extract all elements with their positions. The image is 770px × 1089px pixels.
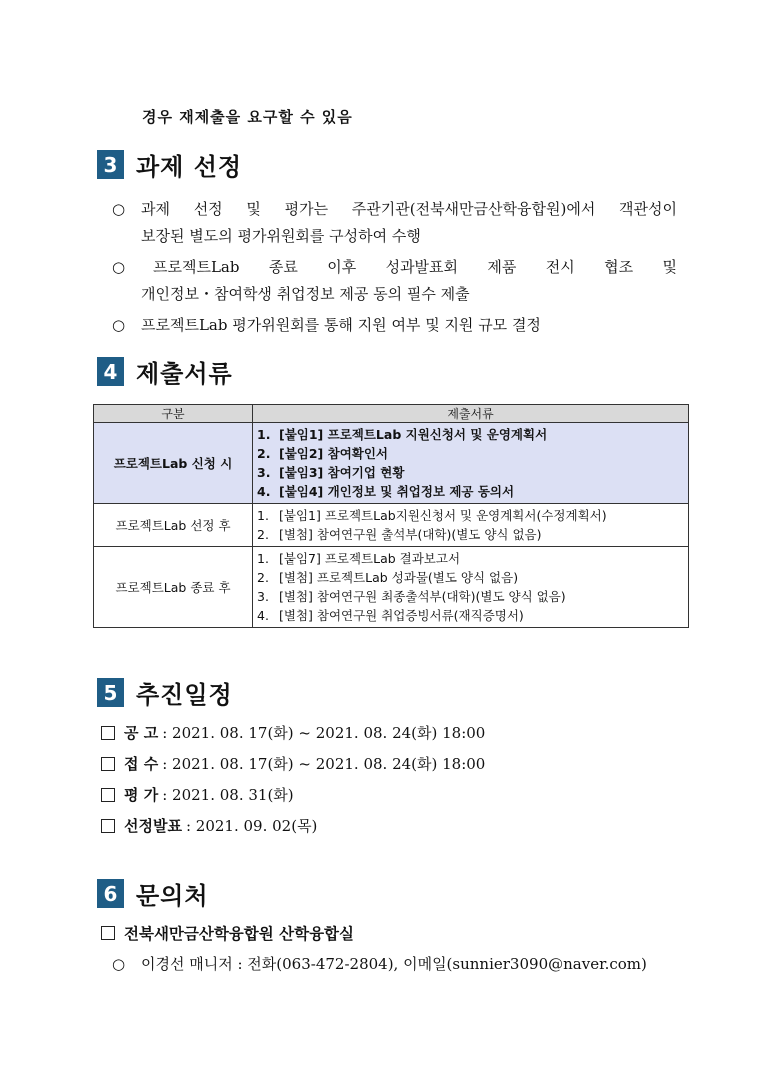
row-documents: [253, 547, 689, 628]
checkbox-square-icon: [101, 819, 115, 833]
row-documents: [253, 423, 689, 504]
row-category: 프로젝트Lab 종료 후: [94, 547, 253, 628]
schedule-item: [101, 815, 317, 836]
schedule-label: 선정발표: [124, 817, 182, 835]
row-category: 프로젝트Lab 신청 시: [94, 423, 253, 504]
schedule-label: 공 고: [124, 724, 159, 742]
carryover-text: 경우 재제출을 요구할 수 있음: [142, 108, 353, 126]
bullet-circle: ○: [112, 955, 126, 973]
contact-organization: [101, 922, 354, 944]
schedule-label: 접 수: [124, 755, 159, 773]
schedule-value: : 2021. 08. 17(화) ~ 2021. 08. 24(화) 18:00: [162, 755, 486, 773]
submission-documents-table: [93, 404, 689, 628]
section-5-heading: [97, 675, 233, 710]
schedule-value: : 2021. 08. 17(화) ~ 2021. 08. 24(화) 18:00: [162, 724, 486, 742]
bullet-circle: ○: [112, 258, 126, 276]
row-category: 프로젝트Lab 선정 후: [94, 504, 253, 547]
section-4-heading: [97, 354, 233, 389]
sec3-item-3-line-1: 프로젝트Lab 평가위원회를 통해 지원 여부 및 지원 규모 결정: [141, 316, 541, 334]
section-title: 제출서류: [136, 360, 233, 388]
document-item: 4. [별첨] 참여연구원 취업증빙서류(재직증명서): [257, 608, 524, 623]
document-item: 4. [붙임4] 개인정보 및 취업정보 제공 동의서: [257, 484, 515, 499]
schedule-value: : 2021. 08. 31(화): [162, 786, 294, 804]
sec3-item-2-line-1: 프로젝트Lab 종료 이후 성과발표회 제품 전시 협조 및: [153, 258, 677, 276]
section-number: 6: [97, 879, 124, 908]
bullet-circle: ○: [112, 316, 126, 334]
table-row: [94, 547, 689, 628]
section-title: 추진일정: [136, 681, 233, 709]
table-row: [94, 423, 689, 504]
document-item: 2. [별첨] 프로젝트Lab 성과물(별도 양식 없음): [257, 570, 519, 585]
sec3-item-1-line-2: 보장된 별도의 평가위원회를 구성하여 수행: [141, 227, 421, 245]
section-3-heading: [97, 147, 242, 182]
row-documents: [253, 504, 689, 547]
document-item: 1. [붙임7] 프로젝트Lab 결과보고서: [257, 551, 461, 566]
section-number: 5: [97, 678, 124, 707]
document-item: 1. [붙임1] 프로젝트Lab 지원신청서 및 운영계획서: [257, 427, 548, 442]
checkbox-square-icon: [101, 926, 115, 940]
document-item: 2. [별첨] 참여연구원 출석부(대학)(별도 양식 없음): [257, 527, 542, 542]
section-number: 4: [97, 357, 124, 386]
document-item: 2. [붙임2] 참여확인서: [257, 446, 389, 461]
organization-name: 전북새만금산학융합원 산학융합실: [124, 925, 354, 943]
table-row: [94, 504, 689, 547]
contact-details: 이경선 매니저 : 전화(063-472-2804), 이메일(sunnier3090@naver.com): [141, 955, 647, 973]
sec3-item-1-line-1: 과제 선정 및 평가는 주관기관(전북새만금산학융합원)에서 객관성이: [141, 200, 677, 218]
schedule-item: [101, 722, 485, 743]
section-title: 문의처: [136, 882, 209, 910]
schedule-value: : 2021. 09. 02(목): [185, 817, 318, 835]
table-header-row: [94, 405, 689, 423]
document-item: 3. [별첨] 참여연구원 최종출석부(대학)(별도 양식 없음): [257, 589, 566, 604]
schedule-item: [101, 784, 294, 805]
document-item: 3. [붙임3] 참여기업 현황: [257, 465, 405, 480]
section-title: 과제 선정: [136, 153, 243, 181]
document-item: 1. [붙임1] 프로젝트Lab지원신청서 및 운영계획서(수정계획서): [257, 508, 607, 523]
sec3-item-2-line-2: 개인정보・참여학생 취업정보 제공 동의 필수 제출: [141, 285, 470, 303]
bullet-circle: ○: [112, 200, 126, 218]
checkbox-square-icon: [101, 788, 115, 802]
checkbox-square-icon: [101, 757, 115, 771]
schedule-label: 평 가: [124, 786, 159, 804]
checkbox-square-icon: [101, 726, 115, 740]
column-header-category: 구분: [94, 405, 253, 423]
section-6-heading: [97, 876, 209, 911]
section-number: 3: [97, 150, 124, 179]
column-header-documents: 제출서류: [253, 405, 689, 423]
schedule-item: [101, 753, 485, 774]
